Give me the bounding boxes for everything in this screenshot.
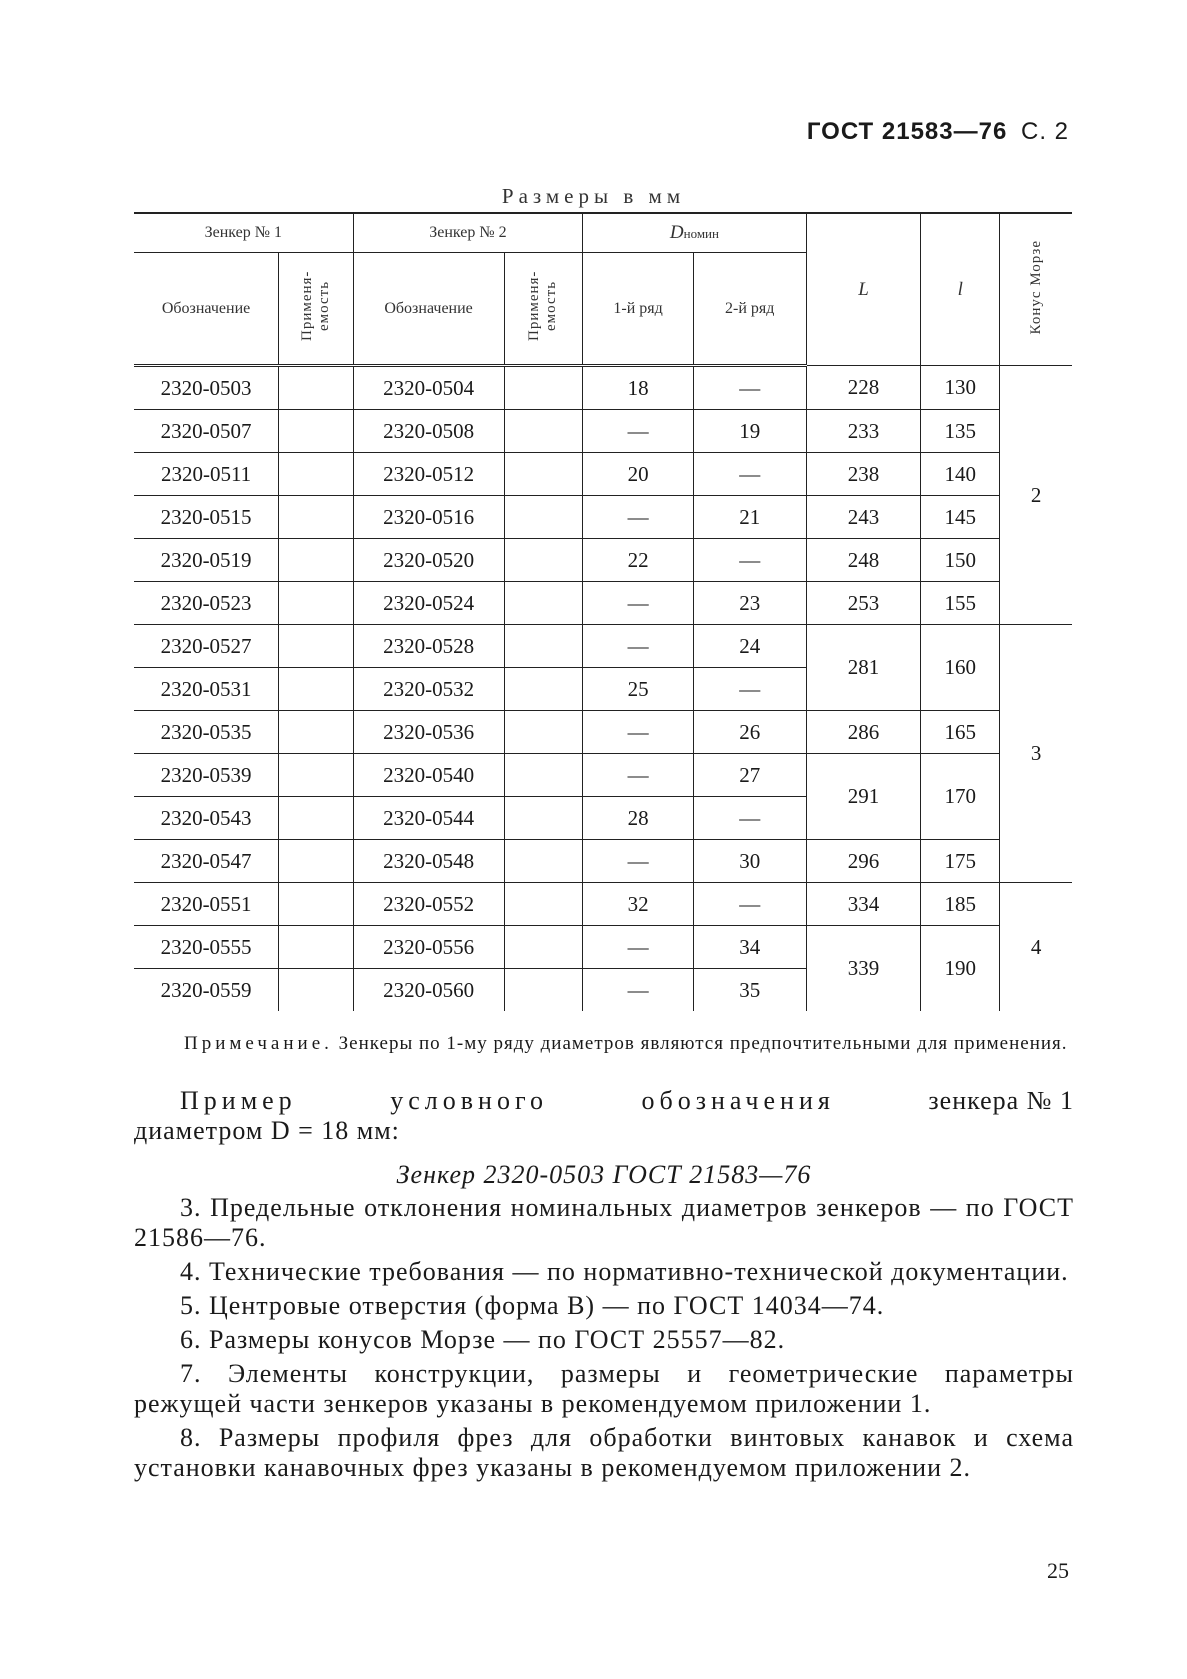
length-L: 238: [806, 453, 921, 496]
length-L: 233: [806, 410, 921, 453]
diameter-row1: 20: [583, 453, 694, 496]
diameter-row2: 34: [693, 926, 806, 969]
diameter-row2: 24: [693, 625, 806, 668]
zenker2-applicability: [504, 668, 583, 711]
morse-taper-value: 4: [1000, 883, 1072, 1012]
zenker2-designation: 2320-0524: [353, 582, 504, 625]
designation1-header: Обозначение: [134, 253, 279, 366]
diameter-row1: 32: [583, 883, 694, 926]
zenker1-designation: 2320-0543: [134, 797, 279, 840]
note-text: Зенкеры по 1-му ряду диаметров являются предпочтительными для применения.: [338, 1033, 1068, 1054]
zenker2-group-header: Зенкер № 2: [353, 213, 583, 253]
note-label: Примечание.: [184, 1033, 333, 1054]
zenker1-group-header: Зенкер № 1: [134, 213, 353, 253]
zenker1-designation: 2320-0539: [134, 754, 279, 797]
units-caption: Размеры в мм: [501, 184, 686, 208]
zenker2-designation: 2320-0508: [353, 410, 504, 453]
d-nominal-header: [583, 213, 806, 253]
zenker1-designation: 2320-0551: [134, 883, 279, 926]
requirements-list: [134, 1193, 1074, 1487]
diameter-row2: 27: [693, 754, 806, 797]
zenker2-designation: 2320-0548: [353, 840, 504, 883]
zenker2-applicability: [504, 496, 583, 539]
requirement-item: 6. Размеры конусов Морзе — по ГОСТ 25557—82.: [180, 1325, 786, 1354]
length-L: 253: [806, 582, 921, 625]
zenker1-applicability: [279, 797, 353, 840]
zenker2-applicability: [504, 625, 583, 668]
zenker2-designation: 2320-0536: [353, 711, 504, 754]
requirement-item: 3. Предельные отклонения номинальных диаметров зенкеров — по ГОСТ 21586—76.: [134, 1193, 1074, 1252]
page-reference: С. 2: [1020, 118, 1069, 145]
example-word-4: зенкера № 1: [928, 1086, 1074, 1115]
table-row: [134, 366, 1072, 410]
morse-taper-value: 2: [1000, 366, 1072, 625]
zenker2-applicability: [504, 410, 583, 453]
zenker2-designation: 2320-0532: [353, 668, 504, 711]
length-l: 190: [921, 926, 1000, 1012]
table-row: [134, 625, 1072, 668]
length-L: 334: [806, 883, 921, 926]
requirement-item: 8. Размеры профиля фрез для обработки винтовых канавок и схема установки канавочных фрез указаны в рекомендуемом приложении 2.: [134, 1423, 1074, 1482]
diameter-row1: —: [583, 410, 694, 453]
diameter-row2: 35: [693, 969, 806, 1012]
zenker1-applicability: [279, 668, 353, 711]
zenker1-applicability: [279, 410, 353, 453]
table-row: [134, 883, 1072, 926]
morse-taper-header: Конус Морзе: [1000, 213, 1072, 366]
zenker2-applicability: [504, 366, 583, 410]
example-diameter-line: диаметром D = 18 мм:: [134, 1116, 400, 1145]
zenker1-applicability: [279, 711, 353, 754]
length-l: 170: [921, 754, 1000, 840]
diameter-row1: 22: [583, 539, 694, 582]
length-l: 165: [921, 711, 1000, 754]
diameter-row1: —: [583, 582, 694, 625]
row1-header: 1-й ряд: [583, 253, 694, 366]
zenker1-designation: 2320-0519: [134, 539, 279, 582]
diameter-row2: 19: [693, 410, 806, 453]
zenker1-applicability: [279, 496, 353, 539]
page-header: [807, 118, 1069, 146]
diameter-row2: 30: [693, 840, 806, 883]
zenker2-applicability: [504, 754, 583, 797]
zenker2-designation: 2320-0552: [353, 883, 504, 926]
length-l: 155: [921, 582, 1000, 625]
diameter-row2: —: [693, 668, 806, 711]
zenker2-designation: 2320-0556: [353, 926, 504, 969]
length-l: 175: [921, 840, 1000, 883]
table-row: [134, 496, 1072, 539]
zenker1-applicability: [279, 883, 353, 926]
diameter-row1: —: [583, 840, 694, 883]
diameter-row1: —: [583, 969, 694, 1012]
zenker2-designation: 2320-0540: [353, 754, 504, 797]
diameter-row2: —: [693, 539, 806, 582]
example-code: Зенкер 2320-0503 ГОСТ 21583—76: [396, 1160, 812, 1189]
d-symbol: D: [669, 222, 684, 243]
length-l-header: l: [921, 213, 1000, 366]
standard-number: ГОСТ 21583—76: [806, 118, 1008, 145]
zenker1-designation: 2320-0511: [134, 453, 279, 496]
length-L: 281: [806, 625, 921, 711]
zenker2-designation: 2320-0512: [353, 453, 504, 496]
length-L: 286: [806, 711, 921, 754]
example-heading: [134, 1086, 1074, 1116]
zenker2-designation: 2320-0516: [353, 496, 504, 539]
zenker1-designation: 2320-0507: [134, 410, 279, 453]
table-row: [134, 582, 1072, 625]
zenker1-applicability: [279, 754, 353, 797]
designation-example: [134, 1086, 1074, 1190]
zenker2-applicability: [504, 840, 583, 883]
zenker1-designation: 2320-0531: [134, 668, 279, 711]
table-row: [134, 926, 1072, 969]
diameter-row1: —: [583, 496, 694, 539]
zenker2-applicability: [504, 969, 583, 1012]
length-L: 291: [806, 754, 921, 840]
zenker2-designation: 2320-0528: [353, 625, 504, 668]
zenker2-designation: 2320-0504: [353, 366, 504, 410]
zenker2-applicability: [504, 883, 583, 926]
length-l: 145: [921, 496, 1000, 539]
zenker1-designation: 2320-0555: [134, 926, 279, 969]
zenker1-designation: 2320-0523: [134, 582, 279, 625]
diameter-row2: —: [693, 883, 806, 926]
morse-taper-value: 3: [1000, 625, 1072, 883]
zenker1-applicability: [279, 539, 353, 582]
zenker2-applicability: [504, 539, 583, 582]
diameter-row2: 26: [693, 711, 806, 754]
length-L: 248: [806, 539, 921, 582]
diameter-row1: —: [583, 926, 694, 969]
zenker1-applicability: [279, 453, 353, 496]
table-row: [134, 410, 1072, 453]
zenker2-designation: 2320-0560: [353, 969, 504, 1012]
diameter-row1: —: [583, 754, 694, 797]
diameter-row2: —: [693, 797, 806, 840]
example-word-3: обозначения: [641, 1086, 835, 1115]
zenker2-applicability: [504, 711, 583, 754]
diameter-row1: 28: [583, 797, 694, 840]
diameter-row2: 23: [693, 582, 806, 625]
length-l: 150: [921, 539, 1000, 582]
length-l: 135: [921, 410, 1000, 453]
zenker2-applicability: [504, 453, 583, 496]
zenker1-designation: 2320-0559: [160, 977, 252, 1002]
row2-header: 2-й ряд: [693, 253, 806, 366]
table-row: [134, 711, 1072, 754]
zenker1-applicability: [279, 625, 353, 668]
zenker2-designation: 2320-0520: [353, 539, 504, 582]
zenker1-applicability: [279, 366, 353, 410]
page-number: 25: [1047, 1558, 1069, 1583]
length-l: 160: [921, 625, 1000, 711]
zenker2-applicability: [504, 797, 583, 840]
zenker1-designation: 2320-0527: [134, 625, 279, 668]
length-l: 185: [921, 883, 1000, 926]
length-L: 243: [806, 496, 921, 539]
requirement-item: 7. Элементы конструкции, размеры и геометрические параметры режущей части зенкеров указаны в рекомендуемом приложении 1.: [134, 1359, 1074, 1418]
d-subscript: номин: [683, 226, 719, 241]
table-row: [134, 539, 1072, 582]
table-row: [134, 754, 1072, 797]
requirement-item: 5. Центровые отверстия (форма B) — по ГОСТ 14034—74.: [180, 1291, 885, 1320]
length-l: 140: [921, 453, 1000, 496]
diameter-row2: —: [693, 366, 806, 410]
example-word-1: Пример: [180, 1086, 297, 1115]
diameter-row1: 25: [583, 668, 694, 711]
table-row: [134, 840, 1072, 883]
applicability2-header: Применя-емость: [504, 253, 583, 366]
length-L: 296: [806, 840, 921, 883]
length-L: 228: [806, 366, 921, 410]
zenker1-designation: 2320-0547: [134, 840, 279, 883]
diameter-row2: 21: [693, 496, 806, 539]
applicability1-header: Применя-емость: [279, 253, 353, 366]
example-word-2: условного: [390, 1086, 548, 1115]
diameter-row1: 18: [583, 366, 694, 410]
diameter-row2: —: [693, 453, 806, 496]
zenker1-applicability: [279, 926, 353, 969]
zenker2-applicability: [504, 926, 583, 969]
diameter-row1: —: [583, 711, 694, 754]
zenker1-applicability: [279, 969, 353, 1012]
dimensions-table: [134, 212, 1072, 1011]
designation2-header: Обозначение: [353, 253, 504, 366]
table-note: [134, 1032, 1074, 1056]
zenker2-designation: 2320-0544: [353, 797, 504, 840]
table-row: [134, 453, 1072, 496]
diameter-row1: —: [583, 625, 694, 668]
length-L: 339: [806, 926, 921, 1012]
requirement-item: 4. Технические требования — по нормативно-технической документации.: [180, 1257, 1069, 1286]
zenker1-designation: 2320-0503: [134, 366, 279, 410]
zenker1-applicability: [279, 840, 353, 883]
length-L-header: L: [806, 213, 921, 366]
zenker2-applicability: [504, 582, 583, 625]
zenker1-designation: 2320-0535: [134, 711, 279, 754]
zenker1-applicability: [279, 582, 353, 625]
zenker1-designation: 2320-0515: [134, 496, 279, 539]
length-l: 130: [921, 366, 1000, 410]
